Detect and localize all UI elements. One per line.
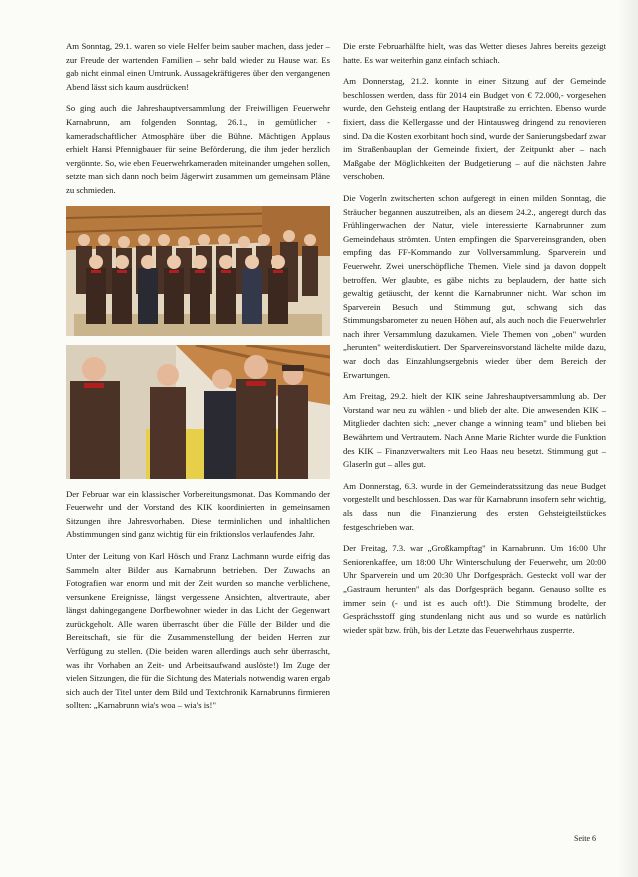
paragraph-right-3: Die Vogerln zwitscherten schon aufgeregt in einen milden Sonntag, die Sträucher begannen auszutreiben, als an diesem 24.2., angeregt durch das Frühlingerwachen der Natur, viele interessierte Karnabrunner zum Gemeindehaus strömten. Unten empfingen die Sparvereinsgranden, oben empfing das FF-Kommando zur Vollversammlung. Sparverein und Feuerwehr. Zwei unerschöpfliche Themen. Viele sind ja davon doppelt betroffen. Wer glaubte, es gäbe nichts zu beplaudern, der hatte sich gewaltig getäuscht, der kennt die Karnabrunner nicht. War schon im Sparverein Besuch und Stimmung gut, schwang sich das Stimmungsbarometer zu neuen Höhen auf, als auch noch die Feuerwehrler nach ihrer Versammlung dazukamen. Viele Themen von „oben" wurden „herunten" weiterdiskutiert. Der Sparvereinsvorstand lächelte milde dazu, war doch das Einzahlungsergebnis wieder über dem Bereich der Erwartungen. xyxy=(343,192,606,380)
paragraph-right-6: Der Freitag, 7.3. war „Großkampftag" in Karnabrunn. Um 16:00 Uhr Seniorenkaffee, um 18:00 Uhr Winterschulung der Feuerwehr, um 20:00 Uhr Sparverein und um 20:30 Uhr Dorfgespräch. Gesteckt voll war der „Gastraum herunten" als das Dorfgespräch begann. Genauso sollte es immer sein (- und ist es auch oft!). Die Stimmung brodelte, der Gesprächsstoff ging stundenlang nicht aus und so wurde es natürlich wieder spät bzw. früh, bis der Letzte das Feuerwehrhaus zusperrte. xyxy=(343,543,606,635)
award-photo xyxy=(66,345,330,479)
paragraph-right-2: Am Donnerstag, 21.2. konnte in einer Sitzung auf der Gemeinde beschlossen werden, dass für 2014 ein Budget von € 72.000,- vorgesehen wurde, den Gehsteig entlang der Hauptstraße zu errichten. Ebenso wurde fixiert, dass die Kellergasse und der Hintausweg dringend zu renovieren sind. Da die Kosten exorbitant hoch sind, wurde der Sanierungsbedarf zwar im Straßenbauplan der Gemeinde fixiert, der Zeitpunkt aber – nach Maßgabe der Möglichkeiten der Budgetierung – auf die nächsten Jahre verschoben. xyxy=(343,76,606,182)
group-photo xyxy=(66,206,330,336)
paragraph-right-5: Am Donnerstag, 6.3. wurde in der Gemeinderatssitzung das neue Budget vorgestellt und beschlossen. Das war für Karnabrunn insofern sehr wichtig, als dass nun die Finanzierung des ersten Gehsteigteilstückes festgeschrieben war. xyxy=(343,480,606,532)
paragraph-right-4: Am Freitag, 29.2. hielt der KIK seine Jahreshauptversammlung ab. Der Vorstand war neu zu wählen - und blieb der alte. Die anwesenden KIK – Mitglieder dachten sich: „never change a winning team" und blieben bei Bewährtem und Vertrautem. Nach Anne Marie Richter wurde die Funktion des KIK – Finanzverwalters mit Leo Haas neu besetzt. Stimmung gut – Glaserln gut – alles gut. xyxy=(343,391,606,470)
paragraph-left-2: So ging auch die Jahreshauptversammlung der Freiwilligen Feuerwehr Karnabrunn, am folgenden Sonntag, 26.1., in gemütlicher - kameradschaftlicher Atmosphäre über die Bühne. Mächtigen Applaus erhielt Hansi Pfennigbauer für seine Beförderung, die ihm jeder herzlich vergönnte. So, wie eben Feuerwehrkameraden miteinander umgehen sollen, setzte man sich dann noch beim Jägerwirt zusammen um gemeinsam Pläne zu schmieden. xyxy=(66,103,330,195)
right-column xyxy=(343,40,606,645)
paragraph-right-1: Die erste Februarhälfte hielt, was das Wetter dieses Jahres bereits gezeigt hatte. Es war weiterhin ganz einfach schiach. xyxy=(343,41,606,65)
left-column xyxy=(66,40,330,721)
scan-edge-shadow xyxy=(618,0,638,877)
paragraph-left-3: Der Februar war ein klassischer Vorbereitungsmonat. Das Kommando der Feuerwehr und der Vorstand des KIK koordinierten in gemeinsamen Sitzungen ihre Jahresvorhaben. Diese terminlichen und inhaltlichen Abstimmungen sind ganz wichtig für ein friktionslos verlaufendes Jahr. xyxy=(66,488,330,540)
page-number: Seite 6 xyxy=(574,834,596,843)
paragraph-left-4: Unter der Leitung von Karl Hösch und Franz Lachmann wurde eifrig das Sammeln alter Bilder aus Karnabrunn betrieben. Der Zuwachs an Fotografien war enorm und mit der Zeit wurden so manche verblichene, versunkene Ereignisse, längst vergessene Ansichten, altvertraute, aber längst dahingegangene Dorfbewohner wieder in das Licht der Gegenwart zurückgeholt. Alle waren überrascht über die Fülle der Bilder und die Bereitschaft, sie für die Zusammenstellung der beiden Herren zur Verfügung zu stellen. (Die beiden waren allerdings auch sehr überrascht, was ihr Vorhaben an Zeit- und Arbeitsaufwand auslöste!) Im Zuge der vielen Sitzungen, die für die Sichtung des Materials notwendig waren ergab sich auch der Titel unter dem Bild und Textchronik Karnabrunns firmieren sollten: „Karnabrunn wia's woa – wia's is!" xyxy=(66,550,330,711)
paragraph-left-1: Am Sonntag, 29.1. waren so viele Helfer beim sauber machen, dass jeder – zur Freude der wartenden Familien – sehr bald wieder zu Hause war. Es gab nicht einmal einen Umtrunk. Aussagekräftigeres über den vergangenen Abend lässt sich kaum ausdrücken! xyxy=(66,41,330,92)
